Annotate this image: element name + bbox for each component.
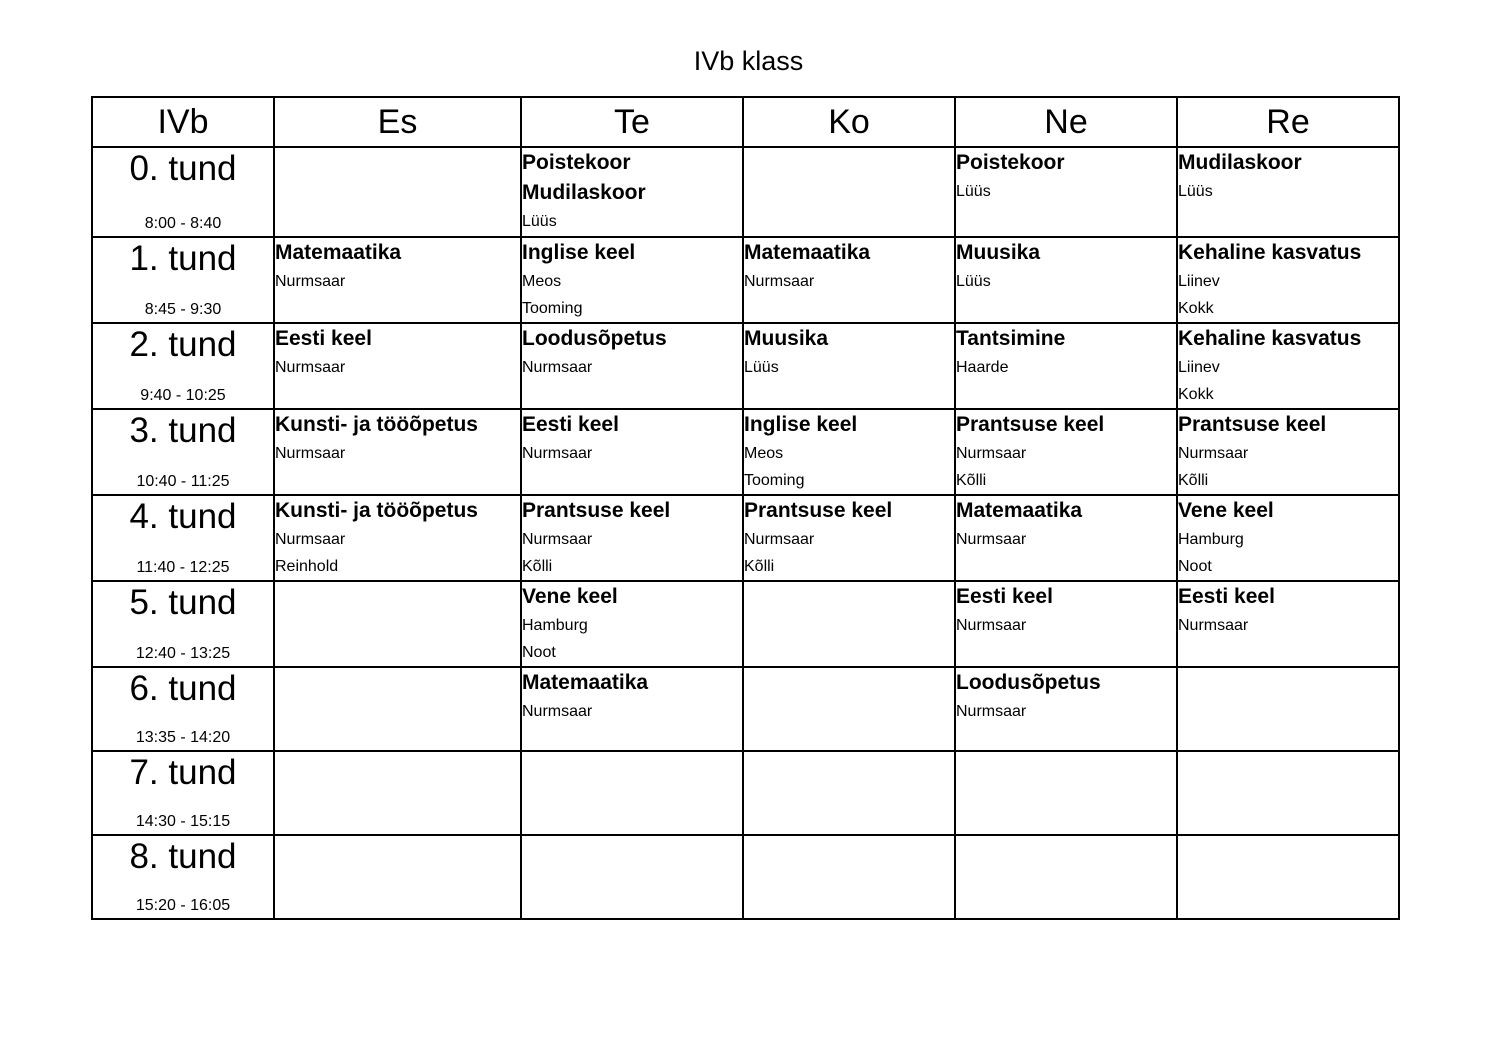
period-cell [92, 147, 274, 237]
teacher-name: Lüüs [1178, 183, 1213, 200]
period-name: 2. tund [129, 325, 237, 364]
lesson-entry [1178, 238, 1398, 322]
teacher-name: Nurmsaar [744, 531, 815, 548]
teacher-name: Lüüs [744, 359, 779, 376]
teacher-name: Nurmsaar [956, 703, 1027, 720]
period-row [92, 495, 1399, 581]
lesson-entry [522, 668, 742, 726]
lesson-cell-ko [743, 495, 955, 581]
lesson-cell-re [1177, 495, 1399, 581]
teacher-name: Nurmsaar [956, 445, 1027, 462]
lesson-entry [275, 496, 520, 580]
page-title: IVb klass [693, 46, 804, 76]
lesson-cell-re [1177, 667, 1399, 751]
period-time: 8:00 - 8:40 [144, 215, 222, 232]
teacher-name: Kõlli [956, 472, 987, 489]
period-name: 5. tund [129, 583, 237, 622]
lesson-entry [1178, 148, 1398, 206]
period-row [92, 147, 1399, 237]
period-cell [92, 323, 274, 409]
teacher-name: Nurmsaar [1178, 617, 1249, 634]
subject-name: Prantsuse keel [1178, 413, 1327, 436]
period-time: 10:40 - 11:25 [136, 473, 230, 490]
lesson-entry [1178, 324, 1398, 408]
teacher-name: Meos [744, 445, 784, 462]
day-header-ko: Ko [743, 97, 955, 147]
lesson-cell-re [1177, 237, 1399, 323]
subject-name: Poistekoor [522, 151, 631, 174]
lesson-entry [275, 238, 520, 296]
period-name: 0. tund [129, 149, 237, 188]
period-row [92, 835, 1399, 919]
teacher-name: Tooming [744, 472, 805, 489]
lesson-entry [956, 238, 1176, 296]
lesson-entry [956, 582, 1176, 640]
teacher-name: Nurmsaar [275, 359, 346, 376]
lesson-cell-re [1177, 409, 1399, 495]
period-name: 4. tund [129, 497, 237, 536]
lesson-cell-te [521, 323, 743, 409]
period-time: 12:40 - 13:25 [135, 645, 231, 662]
period-time: 11:40 - 12:25 [136, 559, 230, 576]
period-name: 7. tund [129, 753, 237, 792]
lesson-cell-te [521, 751, 743, 835]
subject-name: Mudilaskoor [522, 181, 646, 204]
lesson-entry [522, 324, 742, 382]
lesson-entry [522, 496, 742, 580]
lesson-cell-ne [955, 751, 1177, 835]
lesson-entry [522, 582, 742, 666]
teacher-name: Nurmsaar [275, 445, 346, 462]
subject-name: Eesti keel [275, 327, 372, 350]
lesson-entry [956, 148, 1176, 206]
lesson-cell-re [1177, 323, 1399, 409]
subject-name: Tantsimine [956, 327, 1066, 350]
lesson-entry [956, 410, 1176, 494]
period-cell [92, 409, 274, 495]
subject-name: Eesti keel [522, 413, 619, 436]
teacher-name: Kokk [1178, 300, 1214, 317]
lesson-entry [522, 238, 742, 322]
lesson-cell-te [521, 147, 743, 237]
lesson-cell-ne [955, 237, 1177, 323]
teacher-name: Lüüs [522, 213, 557, 230]
lesson-cell-es [274, 751, 521, 835]
lesson-entry [1178, 496, 1398, 580]
teacher-name: Liinev [1178, 359, 1220, 376]
subject-name: Inglise keel [522, 241, 636, 264]
teacher-name: Nurmsaar [956, 617, 1027, 634]
lesson-entry [744, 324, 954, 382]
teacher-name: Hamburg [1178, 531, 1244, 548]
subject-name: Kehaline kasvatus [1178, 241, 1362, 264]
teacher-name: Nurmsaar [956, 531, 1027, 548]
period-time: 15:20 - 16:05 [135, 897, 231, 914]
timetable [91, 96, 1400, 920]
lesson-cell-ne [955, 323, 1177, 409]
lesson-entry [956, 496, 1176, 554]
period-cell [92, 751, 274, 835]
teacher-name: Nurmsaar [522, 359, 593, 376]
lesson-cell-te [521, 409, 743, 495]
lesson-entry [956, 324, 1176, 382]
teacher-name: Nurmsaar [275, 531, 346, 548]
lesson-entry [522, 410, 742, 468]
period-cell [92, 835, 274, 919]
teacher-name: Meos [522, 273, 562, 290]
teacher-name: Nurmsaar [522, 703, 593, 720]
subject-name: Kunsti- ja tööõpetus [275, 499, 478, 522]
lesson-cell-ko [743, 323, 955, 409]
lesson-cell-ko [743, 147, 955, 237]
period-name: 6. tund [129, 669, 237, 708]
subject-name: Vene keel [1178, 499, 1274, 522]
teacher-name: Kokk [1178, 386, 1214, 403]
teacher-name: Lüüs [956, 183, 991, 200]
period-cell [92, 667, 274, 751]
lesson-cell-ko [743, 409, 955, 495]
subject-name: Muusika [956, 241, 1041, 264]
lesson-cell-es [274, 667, 521, 751]
subject-name: Prantsuse keel [744, 499, 893, 522]
period-row [92, 667, 1399, 751]
subject-name: Loodusõpetus [956, 671, 1101, 694]
period-cell [92, 237, 274, 323]
subject-name: Poistekoor [956, 151, 1065, 174]
day-header-es: Es [274, 97, 521, 147]
lesson-cell-es [274, 323, 521, 409]
teacher-name: Hamburg [522, 617, 588, 634]
period-time: 8:45 - 9:30 [144, 301, 222, 318]
lesson-cell-re [1177, 835, 1399, 919]
subject-name: Mudilaskoor [1178, 151, 1302, 174]
lesson-entry [744, 496, 954, 580]
period-time: 13:35 - 14:20 [135, 729, 231, 746]
subject-name: Kehaline kasvatus [1178, 327, 1362, 350]
timetable-body [92, 147, 1399, 919]
subject-name: Matemaatika [522, 671, 649, 694]
lesson-entry [744, 410, 954, 494]
lesson-entry [275, 410, 520, 468]
period-time: 9:40 - 10:25 [140, 387, 226, 404]
lesson-cell-ne [955, 667, 1177, 751]
lesson-cell-es [274, 835, 521, 919]
class-header: IVb [92, 97, 274, 147]
lesson-entry [275, 324, 520, 382]
period-cell [92, 581, 274, 667]
teacher-name: Kõlli [522, 558, 553, 575]
subject-name: Prantsuse keel [522, 499, 671, 522]
lesson-cell-ko [743, 581, 955, 667]
teacher-name: Lüüs [956, 273, 991, 290]
subject-name: Prantsuse keel [956, 413, 1105, 436]
lesson-cell-te [521, 237, 743, 323]
lesson-cell-ne [955, 147, 1177, 237]
subject-name: Matemaatika [956, 499, 1083, 522]
period-name: 1. tund [129, 239, 237, 278]
subject-name: Inglise keel [744, 413, 858, 436]
teacher-name: Nurmsaar [275, 273, 346, 290]
period-row [92, 581, 1399, 667]
lesson-cell-re [1177, 147, 1399, 237]
subject-name: Kunsti- ja tööõpetus [275, 413, 478, 436]
lesson-cell-ko [743, 835, 955, 919]
teacher-name: Reinhold [275, 558, 339, 575]
day-header-ne: Ne [955, 97, 1177, 147]
subject-name: Eesti keel [1178, 585, 1275, 608]
period-row [92, 237, 1399, 323]
lesson-entry [956, 668, 1176, 726]
lesson-entry [1178, 410, 1398, 494]
period-row [92, 323, 1399, 409]
lesson-entry [522, 148, 742, 178]
teacher-name: Noot [522, 644, 556, 661]
subject-name: Muusika [744, 327, 829, 350]
teacher-name: Nurmsaar [744, 273, 815, 290]
lesson-cell-es [274, 237, 521, 323]
subject-name: Loodusõpetus [522, 327, 667, 350]
lesson-cell-ne [955, 495, 1177, 581]
lesson-cell-te [521, 667, 743, 751]
lesson-cell-te [521, 581, 743, 667]
period-name: 3. tund [129, 411, 237, 450]
day-header-re: Re [1177, 97, 1399, 147]
lesson-cell-te [521, 835, 743, 919]
period-row [92, 751, 1399, 835]
period-cell [92, 495, 274, 581]
lesson-cell-re [1177, 581, 1399, 667]
period-name: 8. tund [129, 837, 237, 876]
lesson-cell-es [274, 409, 521, 495]
lesson-entry [744, 238, 954, 296]
lesson-cell-re [1177, 751, 1399, 835]
period-time: 14:30 - 15:15 [135, 813, 231, 830]
teacher-name: Haarde [956, 359, 1009, 376]
teacher-name: Nurmsaar [522, 445, 593, 462]
teacher-name: Noot [1178, 558, 1212, 575]
lesson-entry [522, 178, 742, 236]
period-row [92, 409, 1399, 495]
subject-name: Eesti keel [956, 585, 1053, 608]
day-header-te: Te [521, 97, 743, 147]
lesson-cell-ko [743, 751, 955, 835]
teacher-name: Kõlli [744, 558, 775, 575]
lesson-cell-ne [955, 581, 1177, 667]
lesson-entry [1178, 582, 1398, 640]
teacher-name: Liinev [1178, 273, 1220, 290]
lesson-cell-ko [743, 667, 955, 751]
lesson-cell-es [274, 147, 521, 237]
header-row [92, 97, 1399, 147]
teacher-name: Kõlli [1178, 472, 1209, 489]
teacher-name: Tooming [522, 300, 583, 317]
lesson-cell-ko [743, 237, 955, 323]
subject-name: Vene keel [522, 585, 618, 608]
lesson-cell-ne [955, 835, 1177, 919]
lesson-cell-es [274, 581, 521, 667]
teacher-name: Nurmsaar [1178, 445, 1249, 462]
lesson-cell-es [274, 495, 521, 581]
subject-name: Matemaatika [275, 241, 402, 264]
lesson-cell-te [521, 495, 743, 581]
lesson-cell-ne [955, 409, 1177, 495]
subject-name: Matemaatika [744, 241, 871, 264]
teacher-name: Nurmsaar [522, 531, 593, 548]
